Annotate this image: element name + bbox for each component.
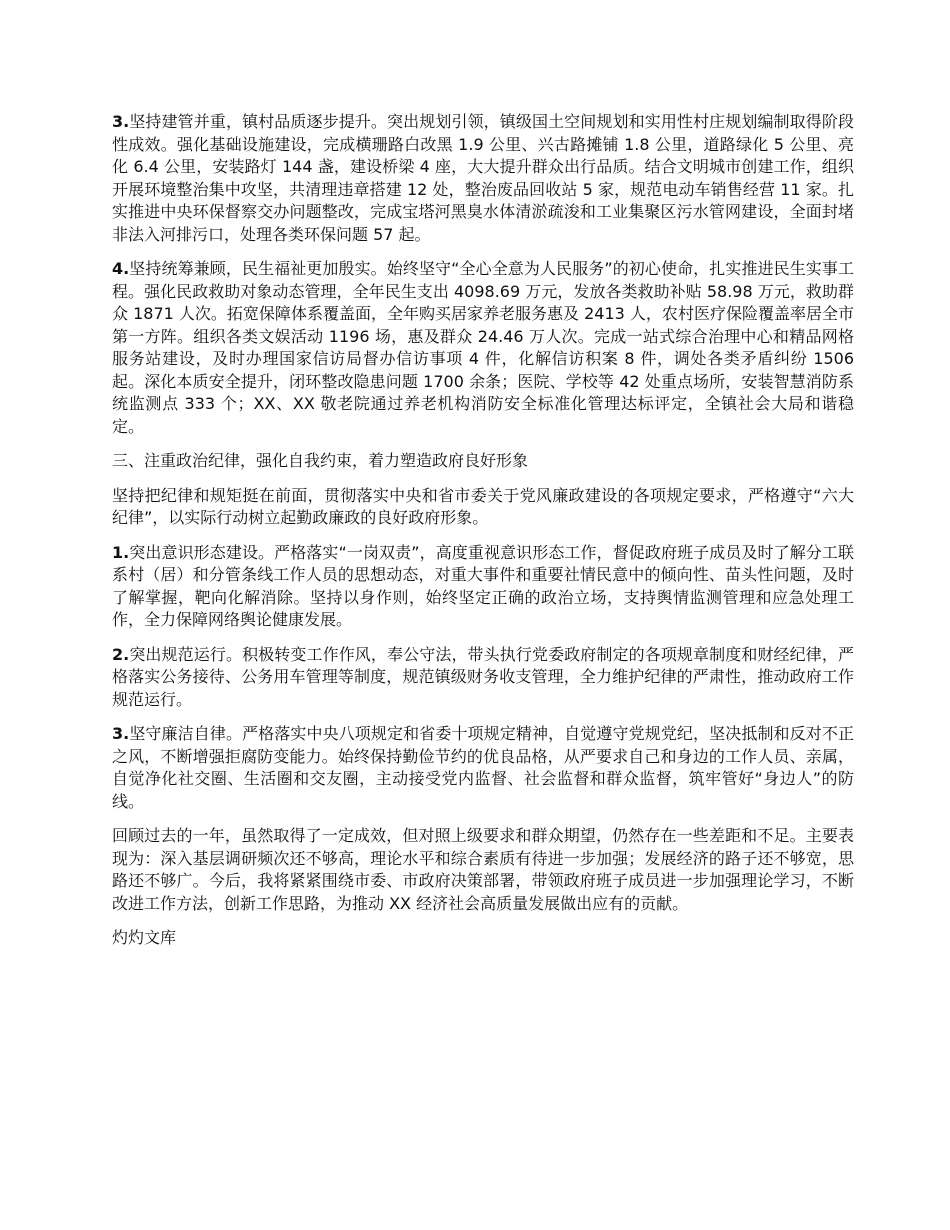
paragraph-item-3-construction [112,111,854,246]
paragraph-text: 突出意识形态建设。严格落实“一岗双责”，高度重视意识形态工作，督促政府班子成员及时了解分工联系村（居）和分管条线工作人员的思想动态，对重大事件和重要社情民意中的倾向性、苗头性问题，及时了解掌握，靶向化解消除。坚持以身作则，始终坚定正确的政治立场，支持舆情监测管理和应急处理工作，全力保障网络舆论健康发展。 [112,542,854,629]
paragraph-item-1-ideology [112,542,854,632]
document-body [112,111,854,950]
paragraph-item-4-livelihood [112,258,854,438]
footer-source: 灼灼文库 [112,928,177,947]
section-heading-3: 三、注重政治纪律，强化自我约束，着力塑造政府良好形象 [112,451,529,470]
item-number: 3. [112,112,130,131]
section-intro: 坚持把纪律和规矩挺在前面，贯彻落实中央和省市委关于党风廉政建设的各项规定要求，严格遵守“六大纪律”，以实际行动树立起勤政廉政的良好政府形象。 [112,485,854,527]
paragraph-text: 坚持统筹兼顾，民生福祉更加殷实。始终坚守“全心全意为人民服务”的初心使命，扎实推进民生实事工程。强化民政救助对象动态管理，全年民生支出 4098.69 万元，发放各类救助补贴 58.98 万元，救助群众 1871 人次。拓宽保障体系覆盖面，全年购买居家养老服务惠及 2413 人，农村医疗保险覆盖率居全市第一方阵。组织各类文娱活动 1196 场，惠及群众 24.46 万人次。完成一站式综合治理中心和精品网格服务站建设，及时办理国家信访局督办信访事项 4 件，化解信访积案 8 件，调处各类矛盾纠纷 1506 起。深化本质安全提升，闭环整改隐患问题 1700 余条；医院、学校等 42 处重点场所，安装智慧消防系统监测点 333 个；XX、XX 敬老院通过养老机构消防安全标准化管理达标评定，全镇社会大局和谐稳定。 [112,259,854,436]
paragraph-item-3-integrity [112,723,854,813]
paragraph-item-2-regulation [112,644,854,712]
item-number: 4. [112,259,130,278]
paragraph-text: 突出规范运行。积极转变工作作风，奉公守法，带头执行党委政府制定的各项规章制度和财经纪律，严格落实公务接待、公务用车管理等制度，规范镇级财务收支管理，全力维护纪律的严肃性，推动政府工作规范运行。 [112,644,854,709]
paragraph-text: 坚守廉洁自律。严格落实中央八项规定和省委十项规定精神，自觉遵守党规党纪，坚决抵制和反对不正之风，不断增强拒腐防变能力。始终保持勤俭节约的优良品格，从严要求自己和身边的工作人员、亲属，自觉净化社交圈、生活圈和交友圈，主动接受党内监督、社会监督和群众监督，筑牢管好“身边人”的防线。 [112,724,854,811]
item-number: 1. [112,542,130,562]
item-number: 2. [112,644,130,664]
item-number: 3. [112,724,130,743]
conclusion-paragraph: 回顾过去的一年，虽然取得了一定成效，但对照上级要求和群众期望，仍然存在一些差距和不足。主要表现为：深入基层调研频次还不够高，理论水平和综合素质有待进一步加强；发展经济的路子还不够宽，思路还不够广。今后，我将紧紧围绕市委、市政府决策部署，带领政府班子成员进一步加强理论学习，不断改进工作方法，创新工作思路，为推动 XX 经济社会高质量发展做出应有的贡献。 [112,826,854,913]
paragraph-text: 坚持建管并重，镇村品质逐步提升。突出规划引领，镇级国土空间规划和实用性村庄规划编制取得阶段性成效。强化基础设施建设，完成横珊路白改黑 1.9 公里、兴古路摊铺 1.8 公里，道路绿化 5 公里、亮化 6.4 公里，安装路灯 144 盏，建设桥梁 4 座，大大提升群众出行品质。结合文明城市创建工作，组织开展环境整治集中攻坚，共清理违章搭建 12 处，整治废品回收站 5 家，规范电动车销售经营 11 家。扎实推进中央环保督察交办问题整改，完成宝塔河黑臭水体清淤疏浚和工业集聚区污水管网建设，全面封堵非法入河排污口，处理各类环保问题 57 起。 [112,112,854,244]
